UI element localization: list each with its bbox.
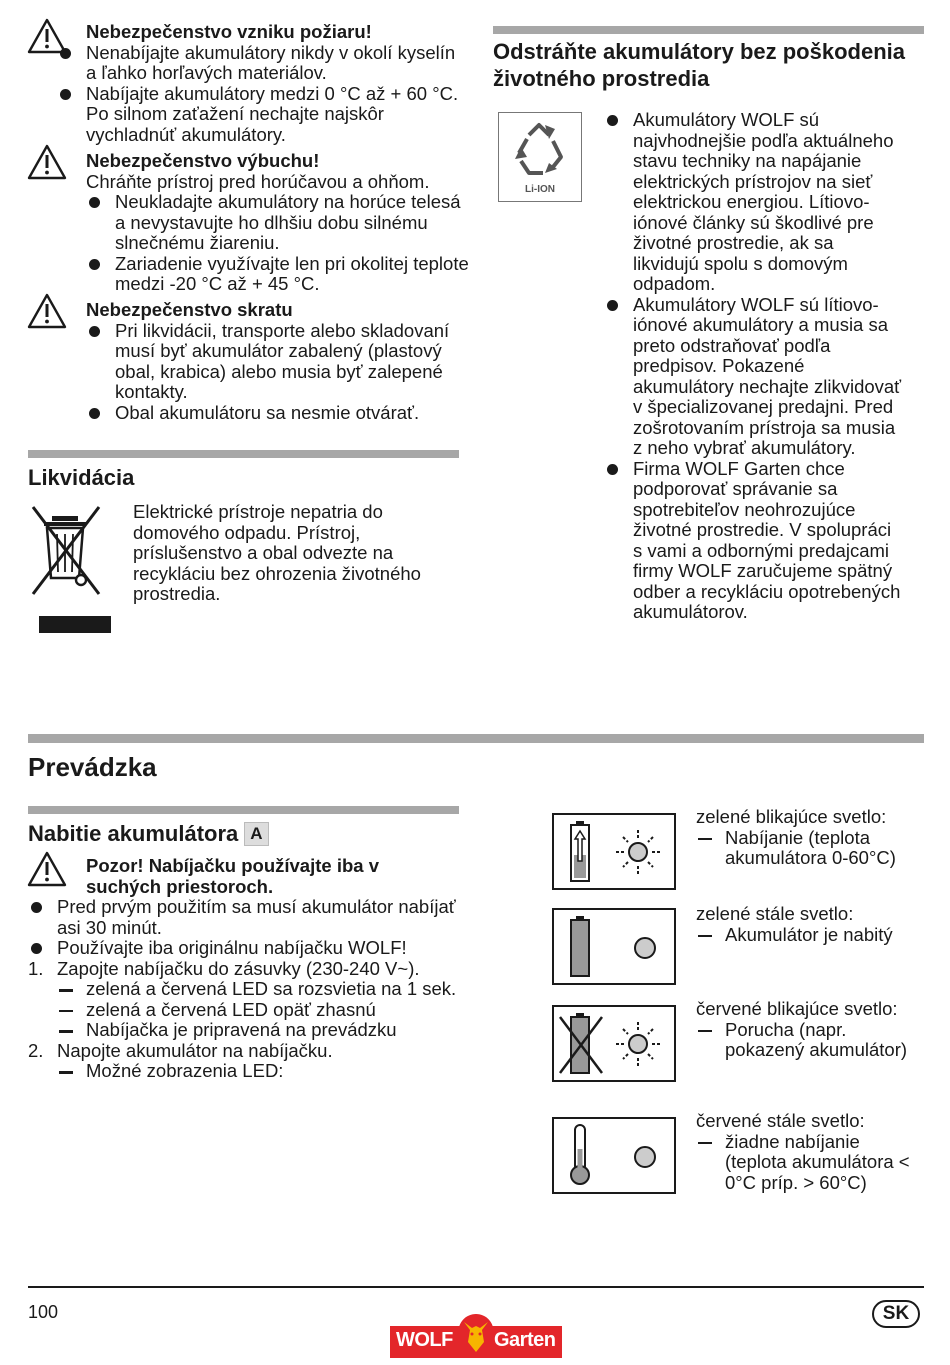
recycle-liion-icon bbox=[498, 112, 582, 202]
step-item: 2. Napojte akumulátor na nabíjačku. bbox=[28, 1039, 333, 1061]
dash-item: zelená a červená LED sa rozsvietia na 1 sek. bbox=[57, 979, 460, 1000]
section-divider bbox=[493, 26, 924, 34]
list-item: Pri likvidácii, transporte alebo skladovaní musí byť akumulátor zabalený (plastový obal, krabica) alebo musia byť zalepené kontakty. bbox=[86, 321, 466, 403]
dash-item: Akumulátor je nabitý bbox=[696, 925, 926, 946]
warning-short-circuit bbox=[86, 300, 466, 423]
section-divider bbox=[28, 806, 459, 814]
warning-title: Nebezpečenstvo skratu bbox=[86, 299, 293, 320]
section-heading-prevadzka: Prevádzka bbox=[28, 752, 157, 782]
warning-explosion bbox=[86, 151, 471, 295]
likvidacia-text: Elektrické prístroje nepatria do domového odpadu. Prístroj, príslušenstvo a obal odvezte na recykláciu bez ohrozenia životného prostredia. bbox=[133, 501, 421, 604]
page-number: 100 bbox=[28, 1302, 59, 1322]
crossed-bin-icon bbox=[30, 502, 102, 598]
warning-text: Chráňte prístroj pred horúčavou a ohňom. bbox=[86, 170, 430, 192]
brand-garten: Garten bbox=[494, 1329, 556, 1351]
list-item: Nenabíjajte akumulátory nikdy v okolí kyselín a ľahko horľavých materiálov. bbox=[57, 43, 466, 84]
led-box-charged bbox=[552, 908, 676, 985]
led-title: červené blikajúce svetlo: bbox=[696, 998, 898, 1019]
warning-title: Nebezpečenstvo výbuchu! bbox=[86, 150, 320, 171]
led-box-fault bbox=[552, 1005, 676, 1082]
dash-item: Nabíjanie (teplota akumulátora 0-60°C) bbox=[696, 828, 926, 869]
led-title: zelené stále svetlo: bbox=[696, 903, 854, 924]
footer-rule bbox=[28, 1286, 924, 1288]
charging-instructions bbox=[28, 897, 460, 1082]
section-divider bbox=[28, 734, 924, 743]
odstranenie-list bbox=[604, 110, 904, 623]
warning-triangle-icon bbox=[27, 850, 67, 888]
brand-wolf: WOLF bbox=[396, 1329, 453, 1351]
list-item: Firma WOLF Garten chce podporovať správanie sa spotrebiteľov neohrozujúce životné prostredie. V spolupráci s vami a odbornými predajcami firmy WOLF zaručujeme spätný odber a recykláciu opotrebených akumulátorov. bbox=[604, 459, 904, 623]
section-heading-odstranenie: Odstráňte akumulátory bez poškodenia životného prostredia bbox=[493, 39, 905, 91]
subsection-heading-nabitie: Nabitie akumulátora A bbox=[28, 820, 269, 847]
list-item: Neukladajte akumulátory na horúce telesá a nevystavujte ho dlhšiu dobu silnému slnečnému žiareniu. bbox=[86, 192, 471, 254]
dash-item: žiadne nabíjanie (teplota akumulátora < 0°C príp. > 60°C) bbox=[696, 1132, 926, 1194]
dash-item: Možné zobrazenia LED: bbox=[57, 1061, 460, 1082]
figure-ref-badge: A bbox=[244, 822, 268, 846]
led-desc-temperature bbox=[696, 1111, 926, 1193]
list-item: Akumulátory WOLF sú lítiovo-iónové akumulátory a musia sa preto odstraňovať podľa predpisov. Pokazené akumulátory nechajte zlikvidovať v špecializovanej predajni. Pred zošrotovaním prístroja sa musia z neho vybrať akumulátory. bbox=[604, 295, 904, 459]
led-title: zelené blikajúce svetlo: bbox=[696, 806, 887, 827]
led-desc-fault bbox=[696, 999, 926, 1061]
led-desc-charged bbox=[696, 904, 926, 945]
warning-fire bbox=[86, 22, 466, 145]
led-box-charging bbox=[552, 813, 676, 890]
wolf-head-icon bbox=[456, 1312, 496, 1358]
section-heading-likvidacia: Likvidácia bbox=[28, 465, 135, 490]
wolf-garten-logo bbox=[390, 1312, 562, 1358]
black-bar-mark bbox=[39, 616, 111, 633]
warning-triangle-icon bbox=[27, 143, 67, 181]
led-box-temperature bbox=[552, 1117, 676, 1194]
warning-triangle-icon bbox=[27, 292, 67, 330]
section-divider bbox=[28, 450, 459, 458]
led-title: červené stále svetlo: bbox=[696, 1110, 865, 1131]
list-item: Zariadenie využívajte len pri okolitej teplote medzi -20 °C až + 45 °C. bbox=[86, 254, 471, 295]
language-badge: SK bbox=[872, 1300, 920, 1328]
caution-text: Pozor! Nabíjačku používajte iba v suchých priestoroch. bbox=[86, 855, 379, 897]
warning-title: Nebezpečenstvo vzniku požiaru! bbox=[86, 21, 372, 42]
recycle-label: Li-ION bbox=[525, 184, 555, 195]
step-item: 1. Zapojte nabíjačku do zásuvky (230-240 V~). bbox=[28, 957, 420, 979]
list-item: Pred prvým použitím sa musí akumulátor nabíjať asi 30 minút. bbox=[28, 897, 460, 938]
list-item: Obal akumulátoru sa nesmie otvárať. bbox=[86, 403, 466, 424]
dash-item: Porucha (napr. pokazený akumulátor) bbox=[696, 1020, 926, 1061]
dash-item: Nabíjačka je pripravená na prevádzku bbox=[57, 1020, 460, 1041]
list-item: Nabíjajte akumulátory medzi 0 °C až + 60 °C. Po silnom zaťažení nechajte najskôr vychladnúť akumulátory. bbox=[57, 84, 466, 146]
list-item: Akumulátory WOLF sú najvhodnejšie podľa aktuálneho stavu techniky na napájanie elektrických prístrojov na sieť elektrickou energiou. Lítiovo-iónové články sú škodlivé pre životné prostredie, ak sa likvidujú spolu s domovým odpadom. bbox=[604, 110, 904, 295]
dash-item: zelená a červená LED opäť zhasnú bbox=[57, 1000, 460, 1021]
list-item: Používajte iba originálnu nabíjačku WOLF! bbox=[28, 938, 460, 959]
led-desc-charging bbox=[696, 807, 926, 869]
